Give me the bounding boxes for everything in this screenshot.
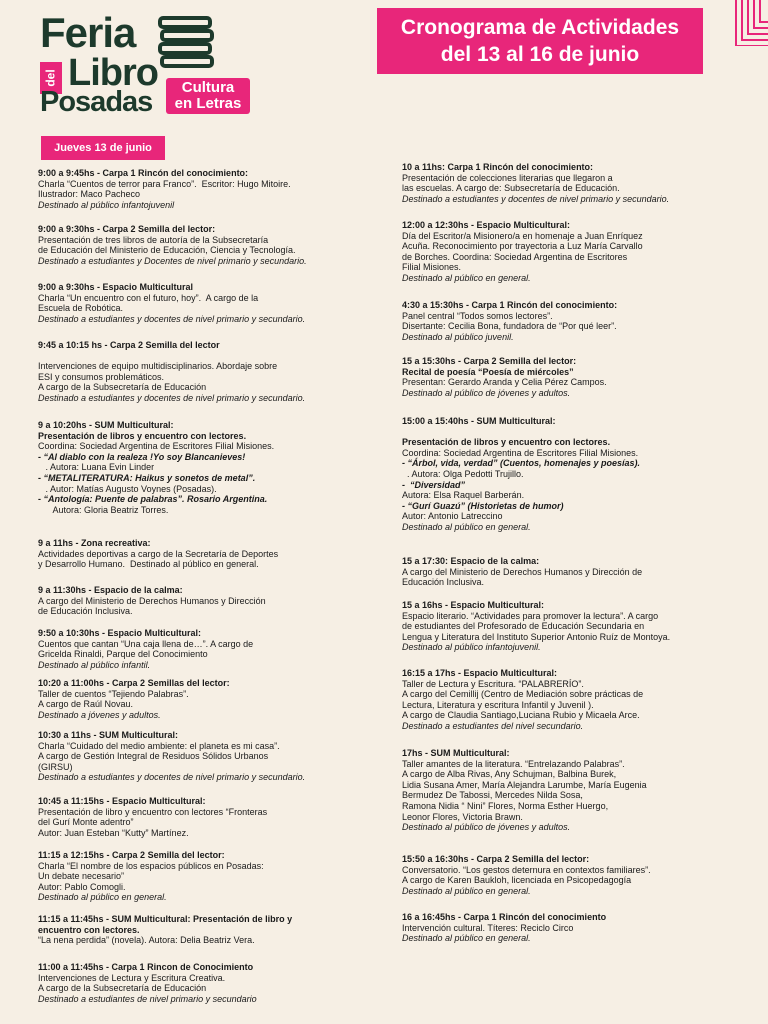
- event-detail-line: de Educación Inclusiva.: [38, 606, 133, 617]
- schedule-event: [402, 668, 643, 732]
- event-title: 9 a 10:20hs - SUM Multicultural:: [38, 420, 174, 430]
- books-icon: [158, 14, 214, 70]
- event-title: 11:00 a 11:45hs - Carpa 1 Rincon de Conocimiento: [38, 962, 254, 972]
- event-detail-line: . Autor: Matías Augusto Voynes (Posadas).: [38, 483, 217, 494]
- event-title: 10:20 a 11:00hs - Carpa 2 Semillas del lector:: [38, 678, 230, 688]
- event-title: 11:15 a 11:45hs - SUM Multicultural: Presentación de libro y encuentro con lectores.: [38, 914, 293, 935]
- event-detail-line: Autora: Elsa Raquel Barberán.: [402, 490, 525, 501]
- event-detail-line: Gricelda Rinaldi, Parque del Conocimiento: [38, 649, 208, 660]
- schedule-event: [38, 850, 264, 903]
- event-title: 9 a 11:30hs - Espacio de la calma:: [38, 585, 183, 595]
- schedule-event: [38, 340, 305, 404]
- event-detail-line: . Autora: Olga Pedotti Trujillo.: [402, 468, 524, 479]
- event-detail-line: Destinado al público en general.: [402, 885, 531, 896]
- event-detail-line: A cargo de Gestión Integral de Residuos Sólidos Urbanos: [38, 751, 269, 762]
- event-detail-line: - “Gurí Guazú” (Historietas de humor): [402, 500, 564, 511]
- event-detail-line: Intervenciones de equipo multidisciplinarios. Abordaje sobre: [38, 361, 278, 372]
- logo-del-text: del: [44, 69, 58, 87]
- event-detail-line: - “Árbol, vida, verdad” (Cuentos, homenajes y poesías).: [402, 458, 641, 469]
- schedule-event: [38, 585, 266, 617]
- event-detail-line: Ramona Nidia “ Nini” Flores, Norma Esther Huergo,: [402, 800, 609, 811]
- event-title: 10:45 a 11:15hs - Espacio Multicultural:: [38, 796, 206, 806]
- event-detail-line: Presentación de libros y encuentro con lectores.: [38, 430, 247, 441]
- event-title: 12:00 a 12:30hs - Espacio Multicultural:: [402, 220, 571, 230]
- event-detail-line: Taller de cuentos “Tejiendo Palabras”.: [38, 688, 189, 699]
- schedule-event: [38, 538, 278, 570]
- schedule-banner: [377, 8, 703, 74]
- event-title: 15 a 16hs - Espacio Multicultural:: [402, 600, 545, 610]
- event-detail-line: Destinado al público en general.: [38, 892, 167, 903]
- event-detail-line: Conversatorio. “Los gestos deternura en contextos familiares”.: [402, 864, 651, 875]
- event-detail-line: - “Antología: Puente de palabras”. Rosario Argentina.: [38, 494, 268, 505]
- event-detail-line: Charla “Cuidado del medio ambiente: el planeta es mi casa”.: [38, 740, 280, 751]
- schedule-event: [402, 854, 651, 896]
- event-detail-line: de estudiantes del Profesorado de Educación Secundaria en: [402, 621, 645, 632]
- event-detail-line: Actividades deportivas a cargo de la Secretaría de Deportes: [38, 548, 279, 559]
- event-detail-line: Leonor Flores, Victoria Brawn.: [402, 811, 523, 822]
- event-detail-line: A cargo del Cemillij (Centro de Mediación sobre prácticas de: [402, 689, 644, 700]
- event-title: 9:45 a 10:15 hs - Carpa 2 Semilla del lector: [38, 340, 220, 350]
- schedule-event: [402, 220, 643, 284]
- corner-decoration-icon: [728, 0, 768, 46]
- schedule-event: [402, 416, 640, 533]
- event-detail-line: Un debate necesario”: [38, 871, 125, 882]
- event-detail-line: Destinado a estudiantes y docentes de nivel primario y secundario.: [38, 392, 306, 403]
- event-detail-line: Destinado a estudiantes y docentes de nivel primario y secundario.: [38, 772, 306, 783]
- event-detail-line: Presentación de tres libros de autoría de la Subsecretaría: [38, 234, 269, 245]
- event-detail-line: Autor: Juan Esteban “Kutty” Martínez.: [38, 827, 189, 838]
- event-detail-line: Espacio literario. “Actividades para promover la lectura”. A cargo: [402, 610, 659, 621]
- schedule-event: [38, 282, 305, 324]
- event-detail-line: Destinado a estudiantes del nivel secundario.: [402, 720, 584, 731]
- event-detail-line: Destinado a estudiantes y docentes de nivel primario y secundario.: [38, 313, 306, 324]
- event-detail-line: A cargo de Alba Rivas, Any Schujman, Balbina Burek,: [402, 769, 617, 780]
- event-detail-line: Taller amantes de la literatura. “Entrelazando Palabras”.: [402, 758, 625, 769]
- event-detail-line: Intervención cultural. Títeres: Reciclo Circo: [402, 922, 574, 933]
- schedule-event: [402, 912, 606, 944]
- event-detail-line: de Borches. Coordina: Sociedad Argentina de Escritores: [402, 251, 628, 262]
- event-detail-line: Presentación de colecciones literarias que llegaron a: [402, 172, 613, 183]
- logo-cultura-line2: en Letras: [174, 95, 242, 112]
- event-detail-line: Cuentos que cantan “Una caja llena de…”. A cargo de: [38, 638, 254, 649]
- schedule-event: [402, 600, 670, 653]
- schedule-event: [402, 748, 647, 833]
- event-title: 16 a 16:45hs - Carpa 1 Rincón del conocimiento: [402, 912, 607, 922]
- event-detail-line: de Educación del Ministerio de Educación, Ciencia y Tecnología.: [38, 245, 296, 256]
- event-title: 10:30 a 11hs - SUM Multicultural:: [38, 730, 179, 740]
- event-detail-line: Lengua y Literatura del Instituto Superior Antonio Ruíz de Montoya.: [402, 631, 671, 642]
- banner-title: Cronograma de Actividades: [400, 16, 680, 39]
- event-detail-line: [38, 351, 305, 362]
- event-detail-line: Ilustrador: Maco Pacheco: [38, 189, 141, 200]
- event-detail-line: A cargo de Claudia Santiago,Luciana Rubio y Micaela Arce.: [402, 710, 640, 721]
- event-detail-line: Lectura, Literatura y escritura Infantil y Juvenil ).: [402, 699, 594, 710]
- event-detail-line: Presentación de libro y encuentro con lectores “Fronteras: [38, 806, 268, 817]
- event-detail-line: Destinado a estudiantes y docentes de nivel primario y secundario.: [402, 193, 670, 204]
- event-detail-line: Charla “Cuentos de terror para Franco”. Escritor: Hugo Mitoire.: [38, 178, 291, 189]
- logo-posadas-text: Posadas: [40, 86, 153, 118]
- event-detail-line: Disertante: Cecilia Bona, fundadora de “Por qué leer”.: [402, 321, 617, 332]
- event-detail-line: Coordina: Sociedad Argentina de Escritores Filial Misiones.: [402, 447, 639, 458]
- feria-logo: [40, 8, 250, 118]
- schedule-event: [38, 168, 291, 210]
- event-detail-line: A cargo de la Subsecretaría de Educación: [38, 983, 207, 994]
- event-detail-line: Intervenciones de Lectura y Escritura Creativa.: [38, 972, 226, 983]
- schedule-event: [402, 556, 642, 588]
- event-title: 15:00 a 15:40hs - SUM Multicultural:: [402, 416, 556, 426]
- schedule-event: [38, 224, 307, 266]
- logo-feria-text: Feria: [40, 9, 136, 56]
- event-detail-line: - “METALITERATURA: Haikus y sonetos de metal”.: [38, 472, 256, 483]
- event-detail-line: Destinado al público infantojuvenil.: [402, 642, 541, 653]
- event-title: 10 a 11hs: Carpa 1 Rincón del conocimiento:: [402, 162, 594, 172]
- event-detail-line: - “Diversidad”: [402, 479, 466, 490]
- event-detail-line: Destinado al público de jóvenes y adultos.: [402, 387, 571, 398]
- event-detail-line: Escuela de Robótica.: [38, 303, 124, 314]
- event-title: 15 a 17:30: Espacio de la calma:: [402, 556, 540, 566]
- event-detail-line: Coordina: Sociedad Argentina de Escritores Filial Misiones.: [38, 441, 275, 452]
- event-detail-line: Filial Misiones.: [402, 262, 462, 273]
- event-title: 17hs - SUM Multicultural:: [402, 748, 510, 758]
- event-title: 9 a 11hs - Zona recreativa:: [38, 538, 151, 548]
- event-detail-line: A cargo de Karen Baukloh, licenciada en Psicopedagogía: [402, 875, 632, 886]
- schedule-event: [402, 162, 669, 204]
- event-detail-line: A cargo de la Subsecretaría de Educación: [38, 382, 207, 393]
- schedule-event: [38, 628, 253, 670]
- schedule-event: [38, 730, 305, 783]
- event-detail-line: Destinado al público en general.: [402, 272, 531, 283]
- logo-cultura-line1: Cultura: [181, 79, 235, 96]
- event-detail-line: Lidia Susana Amer, María Alejandra Larumbe, María Eugenia: [402, 779, 647, 790]
- event-detail-line: Destinado al público de jóvenes y adultos.: [402, 822, 571, 833]
- event-detail-line: Autor: Antonio Latreccino: [402, 511, 503, 522]
- event-detail-line: Panel central “Todos somos lectores”.: [402, 310, 553, 321]
- event-title: 9:50 a 10:30hs - Espacio Multicultural:: [38, 628, 202, 638]
- event-detail-line: (GIRSU): [38, 761, 73, 772]
- event-title: 15:50 a 16:30hs - Carpa 2 Semilla del lector:: [402, 854, 590, 864]
- schedule-event: [38, 420, 274, 515]
- schedule-event: [38, 962, 257, 1004]
- event-detail-line: Destinado al público en general.: [402, 521, 531, 532]
- event-detail-line: las escuelas. A cargo de: Subsecretaría de Educación.: [402, 183, 620, 194]
- event-detail-line: . Autora: Luana Evin Linder: [38, 462, 155, 473]
- event-detail-line: Destinado a estudiantes y Docentes de nivel primario y secundario.: [38, 255, 307, 266]
- event-detail-line: Destinado al público juvenil.: [402, 331, 514, 342]
- event-detail-line: Autor: Pablo Comogli.: [38, 881, 126, 892]
- event-detail-line: Destinado a estudiantes de nivel primario y secundario: [38, 993, 257, 1004]
- event-title: 4:30 a 15:30hs - Carpa 1 Rincón del conocimiento:: [402, 300, 618, 310]
- event-detail-line: “La nena perdida” (novela). Autora: Delia Beatriz Vera.: [38, 935, 255, 946]
- banner-dates: del 13 al 16 de junio: [440, 43, 640, 66]
- event-detail-line: A cargo del Ministerio de Derechos Humanos y Dirección de: [402, 566, 643, 577]
- event-detail-line: [402, 427, 640, 438]
- logo-libro-text: Libro: [68, 52, 158, 94]
- event-detail-line: Día del Escritor/a Misionero/a en homenaje a Juan Enríquez: [402, 230, 643, 241]
- event-detail-line: Destinado al público en general.: [402, 933, 531, 944]
- event-detail-line: Autora: Gloria Beatriz Torres.: [38, 504, 169, 515]
- event-detail-line: Destinado al público infantil.: [38, 659, 151, 670]
- event-detail-line: Charla “El nombre de los espacios públicos en Posadas:: [38, 860, 264, 871]
- event-detail-line: Recital de poesía “Poesía de miércoles”: [402, 366, 574, 377]
- schedule-event: [38, 914, 292, 946]
- event-detail-line: Presentan: Gerardo Aranda y Celia Pérez Campos.: [402, 377, 607, 388]
- event-title: 16:15 a 17hs - Espacio Multicultural:: [402, 668, 558, 678]
- schedule-event: [402, 300, 617, 342]
- event-detail-line: Destinado a jóvenes y adultos.: [38, 709, 161, 720]
- schedule-event: [38, 678, 230, 720]
- event-title: 9:00 a 9:45hs - Carpa 1 Rincón del conocimiento:: [38, 168, 249, 178]
- event-detail-line: - “Al diablo con la realeza !Yo soy Blancanieves!: [38, 451, 246, 462]
- event-title: 11:15 a 12:15hs - Carpa 2 Semilla del lector:: [38, 850, 225, 860]
- event-detail-line: Destinado al público infantojuvenil: [38, 199, 175, 210]
- day-badge: Jueves 13 de junio: [41, 136, 165, 160]
- event-detail-line: Educación Inclusiva.: [402, 577, 485, 588]
- event-title: 15 a 15:30hs - Carpa 2 Semilla del lector:: [402, 356, 577, 366]
- event-detail-line: Bermudez De Tabossi, Mercedes Nilda Sosa,: [402, 790, 583, 801]
- event-detail-line: A cargo del Ministerio de Derechos Humanos y Dirección: [38, 595, 266, 606]
- logo-cultura-badge: [166, 78, 250, 114]
- event-detail-line: del Gurí Monte adentro”: [38, 817, 134, 828]
- event-detail-line: Presentación de libros y encuentro con lectores.: [402, 437, 611, 448]
- event-title: 9:00 a 9:30hs - Espacio Multicultural: [38, 282, 194, 292]
- schedule-event: [402, 356, 607, 398]
- event-detail-line: Acuña. Reconocimiento por trayectoria a Luz María Carvallo: [402, 241, 643, 252]
- event-detail-line: A cargo de Raúl Novau.: [38, 699, 134, 710]
- event-detail-line: Charla “Un encuentro con el futuro, hoy”. A cargo de la: [38, 292, 259, 303]
- event-detail-line: ESI y consumos problemáticos.: [38, 371, 165, 382]
- event-detail-line: y Desarrollo Humano. Destinado al público en general.: [38, 559, 259, 570]
- event-detail-line: Taller de Lectura y Escritura. “PALABRERÍO”.: [402, 678, 584, 689]
- schedule-event: [38, 796, 267, 838]
- event-title: 9:00 a 9:30hs - Carpa 2 Semilla del lector:: [38, 224, 216, 234]
